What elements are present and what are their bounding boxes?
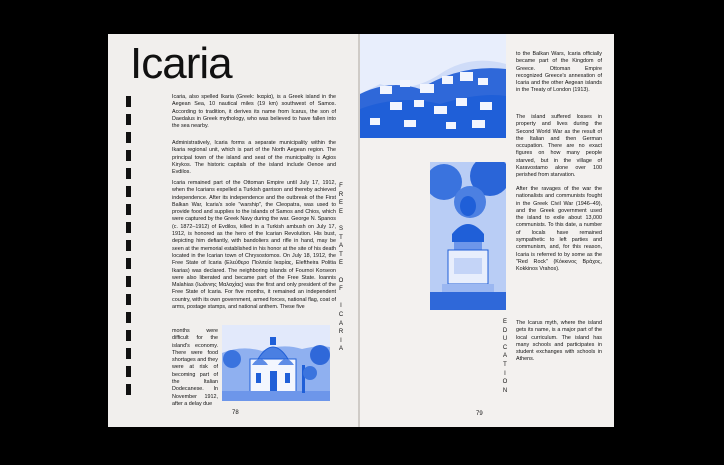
bust-photo	[430, 162, 506, 310]
village-photo	[360, 34, 506, 138]
left-page	[108, 34, 358, 427]
education-side-label: E D U C A T I O N	[502, 319, 508, 394]
free-state-side-label: F R E E S T A T E O F I C A R I A	[338, 183, 344, 353]
intro-paragraph: Icaria, also spelled Ikaria (Greek: Ικαρία), is a Greek island in the Aegean Sea, 10 nautical miles (19 km) southwest of Samos. According to tradition, it derives its name from Icarus, the son of Daedalus in Greek mythology, who was believed to have fallen into the sea nearby.	[172, 94, 336, 130]
education-paragraph: The Icarus myth, where the island gets its name, is a major part of the local curriculum. The island has many schools and participates in student exchanges with schools in Athens.	[516, 320, 602, 363]
page-number-left: 78	[232, 410, 239, 416]
village-illustration	[360, 34, 506, 138]
church-photo	[222, 325, 330, 401]
civil-war-paragraph: After the ravages of the war the nationalists and communists fought in the Greek Civil War (1946–49), and the Greek government used the island to exile about 13,000 communists. To this date, a number of locals have remained sympathetic to left parties and communism, and, for this reason, Icaria is referred to by some as the "Red Rock" (Κόκκινος Βράχος, Kokkinos Vrahos).	[516, 186, 602, 273]
annexation-paragraph: to the Balkan Wars, Icaria officially became part of the Kingdom of Greece. Ottoman Empire recognized Greece's annexation of Icaria and the other Aegean islands in the Treaty of London (1913).	[516, 51, 602, 94]
right-page	[360, 34, 614, 427]
history-paragraph-continued: months were difficult for the island's economy. There were food shortages and they were at risk of becoming part of the Italian Dodecanese. In November 1912, after a delay due	[172, 328, 218, 407]
admin-paragraph: Administratively, Icaria forms a separate municipality within the Ikaria regional unit, which is part of the North Aegean region. The principal town of the island and seat of the municipality is Agios Kirykos. The historic capitals of the island include Oenoe and Evdilos.	[172, 140, 336, 176]
church-illustration	[222, 325, 330, 401]
bust-illustration	[430, 162, 506, 310]
history-paragraph: Icaria remained part of the Ottoman Empire until July 17, 1912, when the Icarians expelled a Turkish garrison and thereby achieved independence. After its independence and the outbreak of the First Balkan War, Icaria's sole "warship", the Cleopatra, was used to provide food and supplies to the islands of Samos and Chios, which were captured by the Greek Navy during the war. George N. Spanos (c. 1872–1912) of Evdilos, killed in a Turkish ambush on July 17, 1912, is honored as the hero of the Icarian Revolution. His bust, depicting him defiantly, with bandoliers and rifle in hand, may be seen at the memorial established in his honor at the site of his death located in the Icarian town of Chrysostomos. On July 18, 1912, the Free State of Icaria (Ελεύθερο Πολιτεία Ικαρίας, Eleftheira Politia Ikarias) was declared. The neighboring islands of Fournoi Korseon were also liberated and became part of the Free State. Ioannis Malahias (Ιωάννης Μαλαχίας) was the first and only president of the Free State of Icaria. For five months, it remained an independent country, with its own government, armed forces, national flag, coat of arms, postage stamps, and national anthem. These five	[172, 180, 336, 311]
page-title: Icaria	[130, 39, 232, 88]
page-number-right: 79	[476, 411, 483, 417]
wwii-paragraph: The island suffered losses in property and lives during the Second World War as the result of the Italian and then German occupation. There are no exact figures on how many people starved, but in the village of Karavostamo alone over 100 perished from starvation.	[516, 114, 602, 179]
